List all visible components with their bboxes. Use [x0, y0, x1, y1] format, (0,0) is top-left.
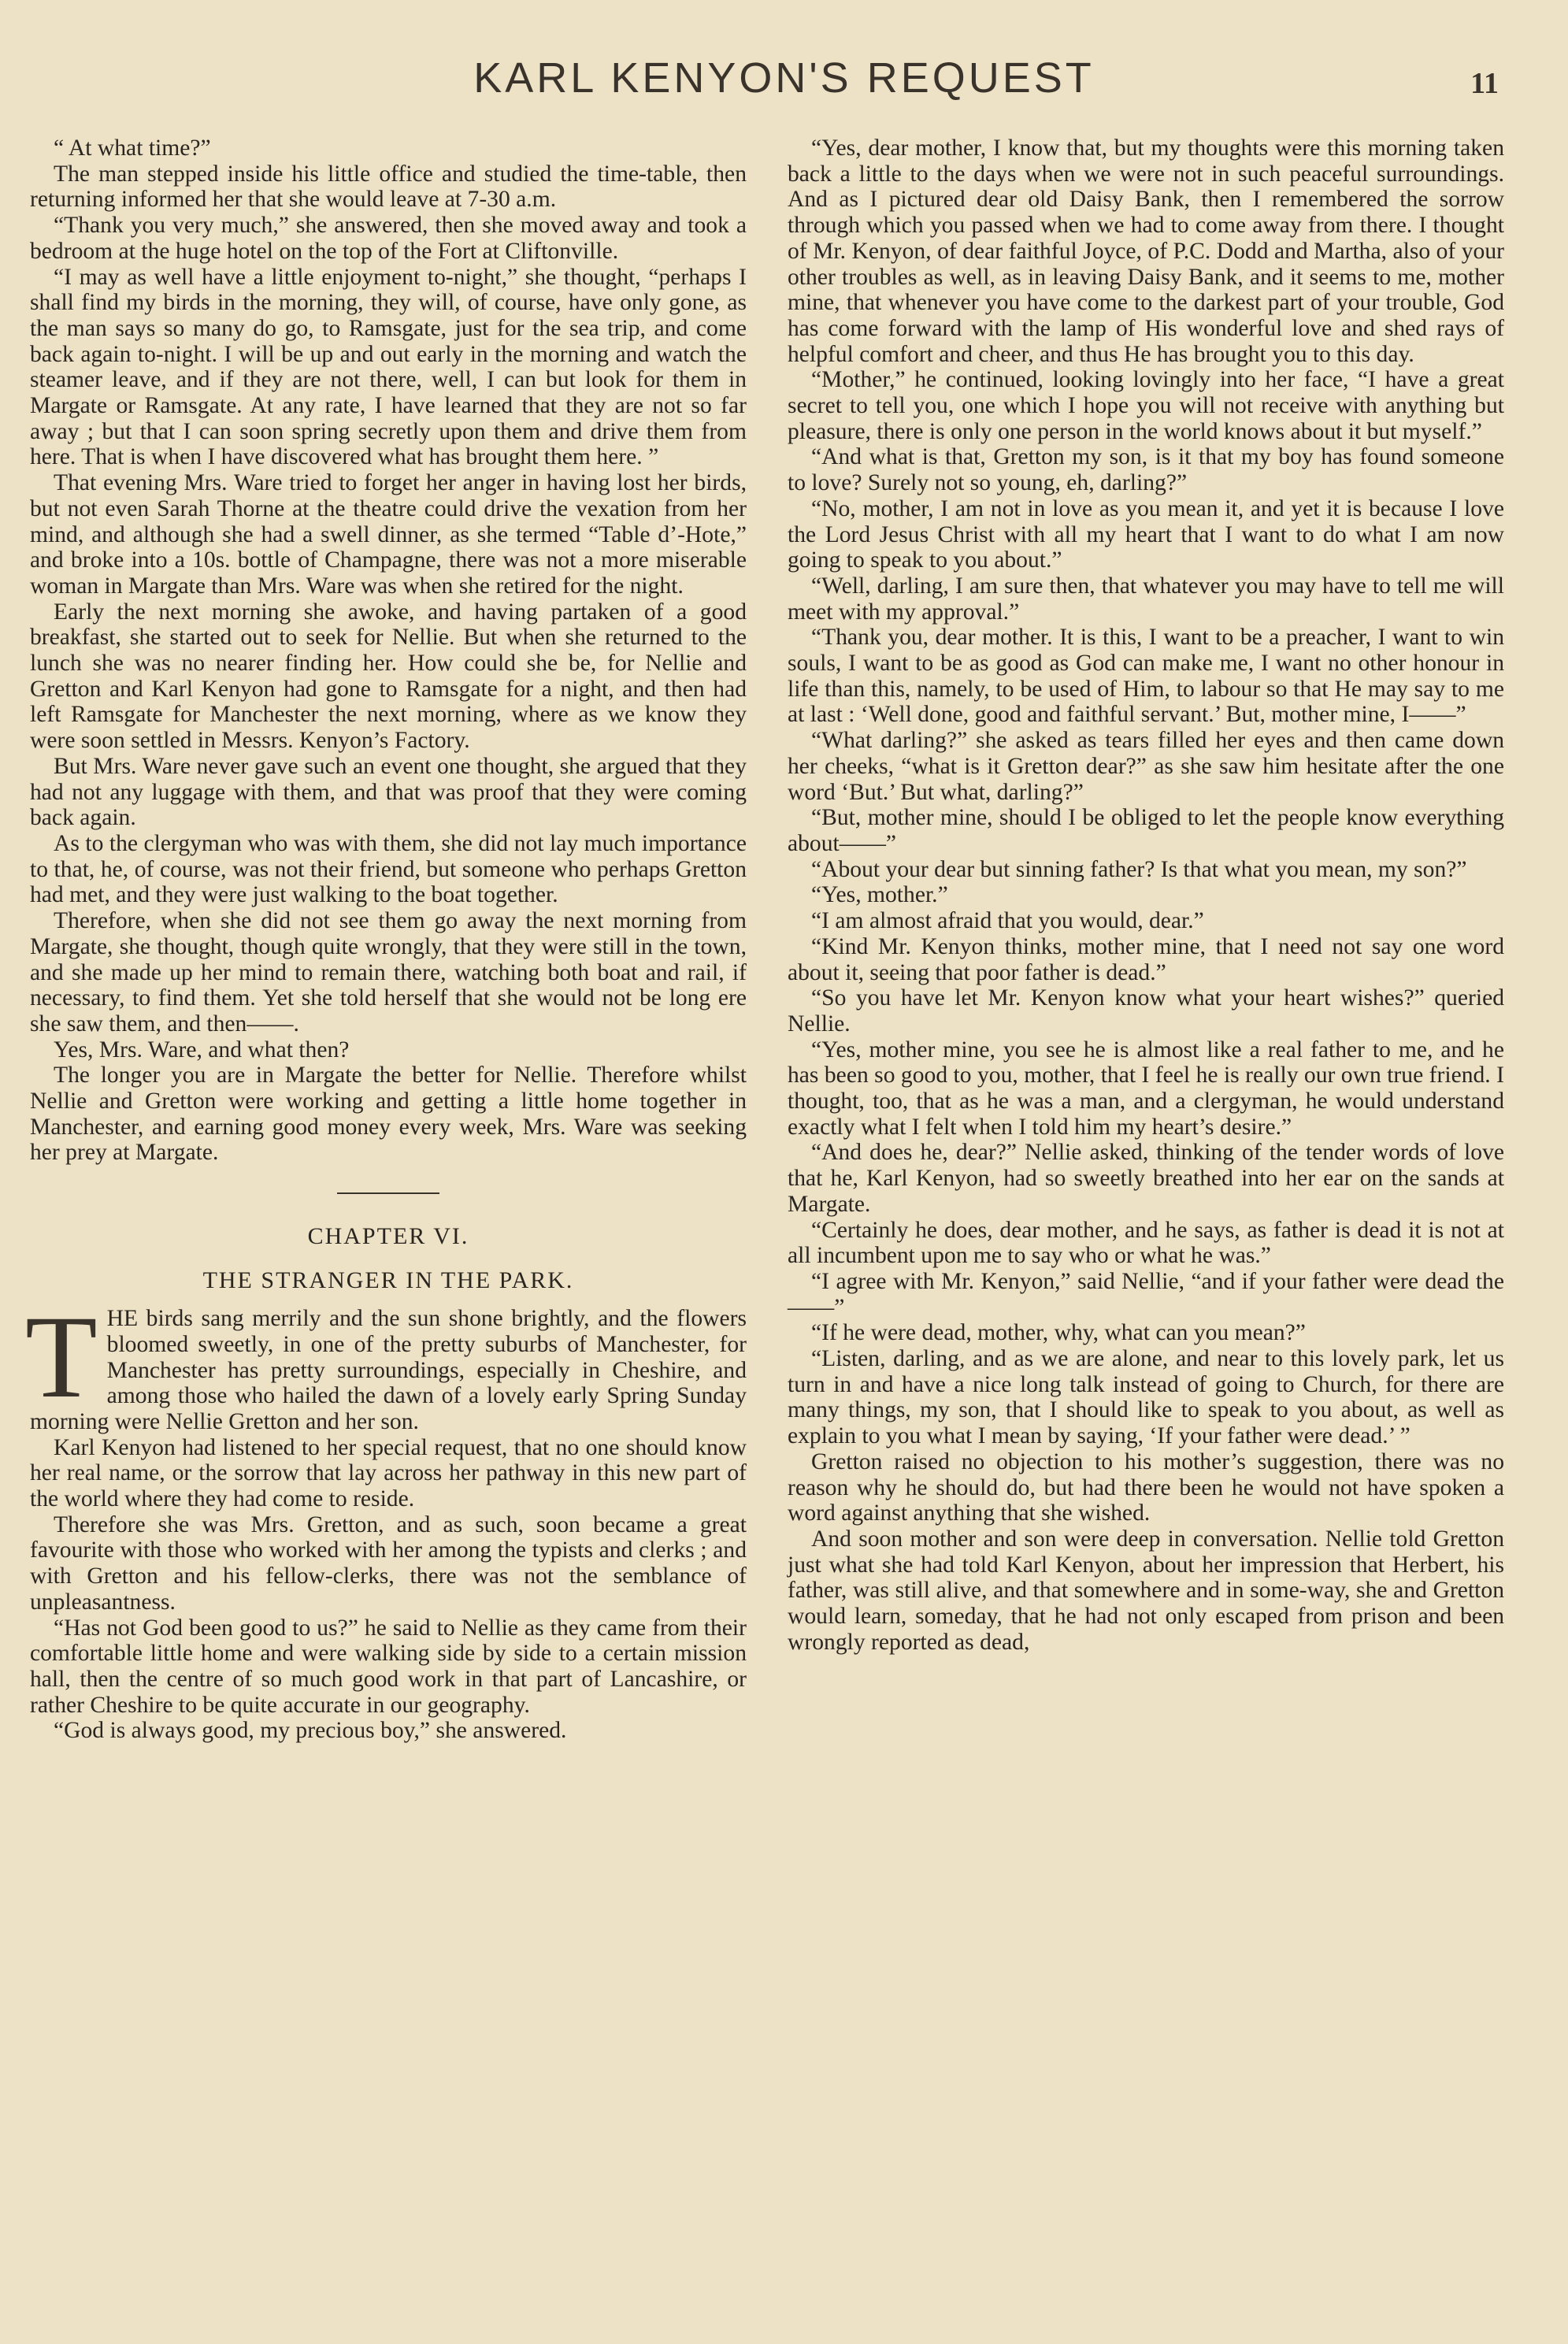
- paragraph: “God is always good, my precious boy,” she answered.: [54, 1718, 567, 1744]
- paragraph: “Listen, darling, and as we are alone, and near to this lovely park, let us turn in and have a nice long talk instead of going to Church, for there are many things, my son, that I should like to speak to you about, as well as explain to you what I mean by saying, ‘If your father were dead.’ ”: [788, 1346, 1504, 1449]
- paragraph: “About your dear but sinning father? Is that what you mean, my son?”: [811, 856, 1467, 882]
- paragraph: “Well, darling, I am sure then, that whatever you may have to tell me will meet with my approval.”: [788, 573, 1504, 625]
- paragraph: “Yes, dear mother, I know that, but my thoughts were this morning taken back a little to the days when we were not in such peaceful surroundings. And as I pictured dear old Daisy Bank, then I remembered the sorrow through which you passed when we had to come away from there. I thought of Mr. Kenyon, of dear faithful Joyce, of P.C. Dodd and Martha, also of your other troubles as well, as in leaving Daisy Bank, and it seems to me, mother mine, that whenever you have come to the darkest part of your trouble, God has come forward with the lamp of His wonderful love and shed rays of helpful comfort and cheer, and thus He has brought you to this day.: [788, 135, 1504, 367]
- paragraph: That evening Mrs. Ware tried to forget her anger in having lost her birds, but not even Sarah Thorne at the theatre could drive the vexation from her mind, and although she had a swell dinner, as she termed “Table d’-Hote,” and broke into a 10s. bottle of Champagne, there was not a more miserable woman in Margate than Mrs. Ware was when she retired for the night.: [30, 470, 747, 599]
- paragraph: “I am almost afraid that you would, dear.”: [811, 908, 1204, 934]
- paragraph: “Yes, mother mine, you see he is almost like a real father to me, and he has been so good to you, mother, that I feel he is really our own true friend. I thought, too, that as he was a man, and a clergyman, he would understand exactly what I felt when I told him my heart’s desire.”: [788, 1037, 1504, 1140]
- paragraph: “Yes, mother.”: [811, 882, 948, 908]
- paragraph: Gretton raised no objection to his mother’s suggestion, there was no reason why he should do, but had there been he would not have spoken a word against anything that she wished.: [788, 1448, 1504, 1526]
- paragraph: “And does he, dear?” Nellie asked, thinking of the tender words of love that he, Karl Kenyon, had so sweetly breathed into her ear on the sands at Margate.: [788, 1140, 1504, 1217]
- section-divider: [337, 1192, 439, 1194]
- paragraph: “Thank you very much,” she answered, then she moved away and took a bedroom at the huge hotel on the top of the Fort at Cliftonville.: [30, 213, 747, 264]
- paragraph: “I agree with Mr. Kenyon,” said Nellie, “and if your father were dead the——”: [788, 1268, 1504, 1320]
- left-column: [25, 135, 747, 1744]
- paragraph: “And what is that, Gretton my son, is it that my boy has found someone to love? Surely not so young, eh, darling?”: [788, 444, 1504, 496]
- chapter-opening-paragraph: [25, 1292, 747, 1435]
- paragraph: “Mother,” he continued, looking lovingly into her face, “I have a great secret to tell you, one which I hope you will not receive with anything but pleasure, there is only one person in the world knows about it but myself.”: [788, 367, 1504, 444]
- opening-text: HE birds sang merrily and the sun shone brightly, and the flowers bloomed sweetly, in one of the pretty suburbs of Manchester, for Manchester has pretty surroundings, especially in Cheshire, and among those who hailed the dawn of a lovely early Spring Sunday morning were Nellie Gretton and her son.: [30, 1306, 747, 1434]
- paragraph: “If he were dead, mother, why, what can you mean?”: [811, 1320, 1306, 1346]
- paragraph: But Mrs. Ware never gave such an event one thought, she argued that they had not any luggage with them, and that was proof that they were coming back again.: [30, 753, 747, 831]
- paragraph: The longer you are in Margate the better for Nellie. Therefore whilst Nellie and Gretton were working and getting a little home together in Manchester, and earning good money every week, Mrs. Ware was seeking her prey at Margate.: [30, 1063, 747, 1166]
- paragraph: Therefore she was Mrs. Gretton, and as such, soon became a great favourite with those who worked with her among the typists and clerks ; and with Gretton and his fellow-clerks, there was not the semblance of unpleasantness.: [30, 1511, 747, 1615]
- paragraph: “Certainly he does, dear mother, and he says, as father is dead it is not at all incumbent upon me to say who or what he was.”: [788, 1217, 1504, 1269]
- paragraph: “I may as well have a little enjoyment to-night,” she thought, “perhaps I shall find my birds in the morning, they will, of course, have only gone, as the man says so many do go, to Ramsgate, just for the sea trip, and come back again to-night. I will be up and out early in the morning and watch the steamer leave, and if they are not there, well, I can but look for them in Margate or Ramsgate. At any rate, I have learned that they are not so far away ; but that I can soon spring secretly upon them and drive them from here. That is when I have discovered what has brought them here. ”: [30, 264, 747, 470]
- paragraph: “ At what time?”: [54, 135, 211, 161]
- paragraph: “Has not God been good to us?” he said to Nellie as they came from their comfortable little home and were walking side by side to a certain mission hall, then the centre of so much good work in that part of Lancashire, or rather Cheshire to be quite accurate in our geography.: [30, 1615, 747, 1718]
- running-title: KARL KENYON'S REQUEST: [473, 54, 1095, 102]
- paragraph: The man stepped inside his little office and studied the time-table, then returning informed her that she would leave at 7-30 a.m.: [30, 161, 747, 213]
- paragraph: Therefore, when she did not see them go away the next morning from Margate, she thought, though quite wrongly, that they were still in the town, and she made up her mind to remain there, watching both boat and rail, if necessary, to find them. Yet she told herself that she would not be long ere she saw them, and then——.: [30, 908, 747, 1037]
- paragraph: “So you have let Mr. Kenyon know what your heart wishes?” queried Nellie.: [788, 985, 1504, 1037]
- chapter-title: THE STRANGER IN THE PARK.: [202, 1267, 574, 1294]
- chapter-number: CHAPTER VI.: [307, 1223, 469, 1250]
- paragraph: “What darling?” she asked as tears filled her eyes and then came down her cheeks, “what is it Gretton dear?” as she saw him hesitate after the one word ‘But.’ But what, darling?”: [788, 728, 1504, 805]
- paragraph: “Thank you, dear mother. It is this, I want to be a preacher, I want to win souls, I want to be as good as God can make me, I want no other honour in life than this, namely, to be used of Him, to labour so that He may say to me at last : ‘Well done, good and faithful servant.’ But, mother mine, I——”: [788, 625, 1504, 728]
- paragraph: “Kind Mr. Kenyon thinks, mother mine, that I need not say one word about it, seeing that poor father is dead.”: [788, 933, 1504, 985]
- paragraph: “But, mother mine, should I be obliged to let the people know everything about——”: [788, 805, 1504, 856]
- drop-cap: T: [25, 1292, 98, 1423]
- paragraph: Karl Kenyon had listened to her special request, that no one should know her real name, or the sorrow that lay across her pathway in this new part of the world where they had come to reside.: [30, 1434, 747, 1512]
- running-head: [0, 54, 1568, 109]
- paragraph: As to the clergyman who was with them, she did not lay much importance to that, he, of course, was not their friend, but someone who perhaps Gretton had met, and they were just walking to the boat together.: [30, 830, 747, 908]
- page-number: 11: [1470, 67, 1499, 100]
- paragraph: And soon mother and son were deep in conversation. Nellie told Gretton just what she had told Karl Kenyon, about her impression that Herbert, his father, was still alive, and that somewhere and in some-way, she and Gretton would learn, someday, that he had not only escaped from prison and been wrongly reported as dead,: [788, 1526, 1504, 1655]
- right-column: [788, 135, 1504, 1655]
- paragraph: Early the next morning she awoke, and having partaken of a good breakfast, she started out to seek for Nellie. But when she returned to the lunch she was no nearer finding her. How could she be, for Nellie and Gretton and Karl Kenyon had gone to Ramsgate for a night, and then had left Ramsgate for Manchester the next morning, where as we know they were soon settled in Messrs. Kenyon’s Factory.: [30, 599, 747, 754]
- paragraph: Yes, Mrs. Ware, and what then?: [54, 1037, 350, 1063]
- paragraph: “No, mother, I am not in love as you mean it, and yet it is because I love the Lord Jesus Christ with all my heart that I want to do what I am now going to speak to you about.”: [788, 495, 1504, 573]
